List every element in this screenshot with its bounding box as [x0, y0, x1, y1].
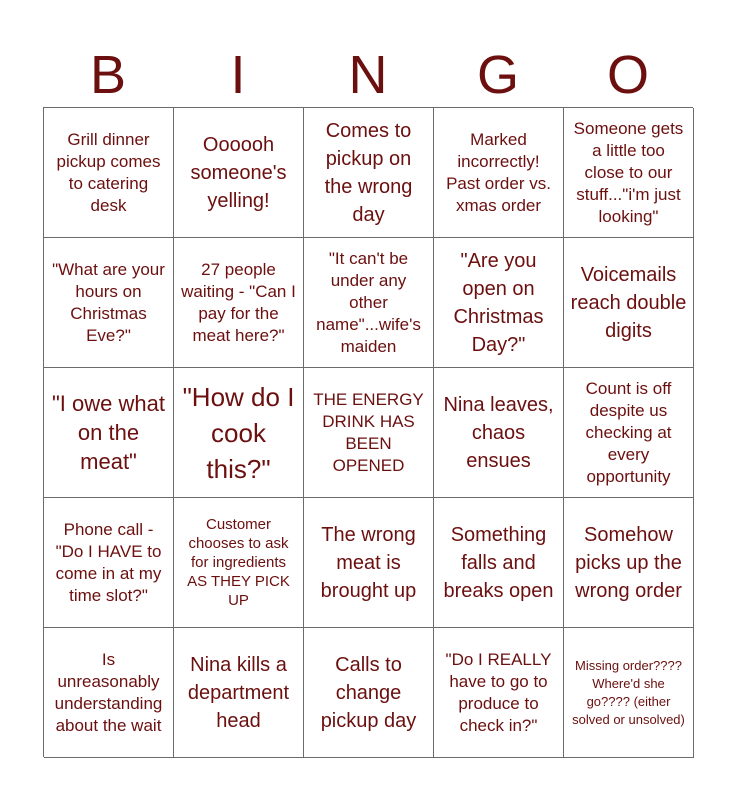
- bingo-cell-text: The wrong meat is brought up: [320, 523, 417, 602]
- bingo-cell-text: Nina kills a department head: [187, 653, 290, 732]
- bingo-cell[interactable]: [564, 628, 694, 758]
- bingo-cell[interactable]: [174, 628, 304, 758]
- bingo-cell[interactable]: [304, 628, 434, 758]
- bingo-cell[interactable]: [564, 498, 694, 628]
- bingo-cell-text: "I owe what on the meat": [52, 391, 165, 474]
- header-letter-o: O: [606, 45, 649, 105]
- bingo-cell[interactable]: [304, 238, 434, 368]
- bingo-cell-text: THE ENERGY DRINK HAS BEEN OPENED: [313, 389, 424, 475]
- bingo-cell-text: Grill dinner pickup comes to catering desk: [56, 129, 161, 215]
- bingo-cell-text: Comes to pickup on the wrong day: [324, 119, 413, 226]
- header-letter-g: G: [476, 45, 519, 105]
- bingo-cell-text: Something falls and breaks open: [443, 523, 554, 602]
- bingo-cell-text: Someone gets a little too close to our stuff..."i'm just looking": [573, 118, 684, 226]
- bingo-cell-text: Phone call - "Do I HAVE to come in at my time slot?": [55, 519, 162, 605]
- bingo-cell-text: Customer chooses to ask for ingredients AS THEY PICK UP: [187, 516, 290, 609]
- bingo-cell-text: Count is off despite us checking at every opportunity: [585, 378, 672, 486]
- bingo-cell[interactable]: [564, 238, 694, 368]
- bingo-header: [43, 44, 693, 106]
- bingo-cell[interactable]: [44, 108, 174, 238]
- bingo-cell[interactable]: [304, 498, 434, 628]
- bingo-cell[interactable]: [174, 108, 304, 238]
- bingo-cell[interactable]: [564, 108, 694, 238]
- bingo-cell-text: Somehow picks up the wrong order: [575, 523, 682, 602]
- bingo-cell-text: "Do I REALLY have to go to produce to check in?": [445, 649, 552, 735]
- bingo-cell[interactable]: [434, 628, 564, 758]
- bingo-cell-text: Nina leaves, chaos ensues: [443, 393, 554, 472]
- bingo-cell-text: Marked incorrectly! Past order vs. xmas order: [446, 129, 551, 215]
- bingo-cell-text: Is unreasonably understanding about the wait: [54, 649, 163, 735]
- bingo-cell[interactable]: [564, 368, 694, 498]
- bingo-cell-text: "It can't be under any other name"...wife's maiden: [316, 248, 421, 356]
- bingo-cell-text: Calls to change pickup day: [320, 653, 417, 732]
- bingo-cell-text: Voicemails reach double digits: [570, 263, 687, 342]
- bingo-cell-text: Missing order???? Where'd she go???? (either solved or unsolved): [572, 657, 685, 727]
- bingo-cell[interactable]: [304, 368, 434, 498]
- bingo-cell[interactable]: [174, 498, 304, 628]
- bingo-cell[interactable]: [304, 108, 434, 238]
- bingo-cell[interactable]: [434, 368, 564, 498]
- bingo-cell-text: "Are you open on Christmas Day?": [453, 249, 544, 356]
- bingo-cell-text: Oooooh someone's yelling!: [190, 133, 287, 212]
- bingo-cell-text: "How do I cook this?": [182, 381, 295, 484]
- bingo-cell[interactable]: [44, 498, 174, 628]
- bingo-cell[interactable]: [44, 368, 174, 498]
- bingo-cell[interactable]: [434, 108, 564, 238]
- bingo-cell[interactable]: [174, 238, 304, 368]
- bingo-cell[interactable]: [434, 498, 564, 628]
- bingo-cell[interactable]: [44, 238, 174, 368]
- bingo-cell[interactable]: [174, 368, 304, 498]
- header-letter-i: I: [230, 45, 246, 105]
- bingo-cell-text: "What are your hours on Christmas Eve?": [52, 259, 165, 345]
- header-letter-n: N: [348, 45, 388, 105]
- bingo-cell[interactable]: [44, 628, 174, 758]
- bingo-card-grid: [43, 107, 693, 757]
- header-letter-b: B: [89, 45, 127, 105]
- bingo-cell[interactable]: [434, 238, 564, 368]
- bingo-cell-text: 27 people waiting - "Can I pay for the meat here?": [181, 259, 296, 345]
